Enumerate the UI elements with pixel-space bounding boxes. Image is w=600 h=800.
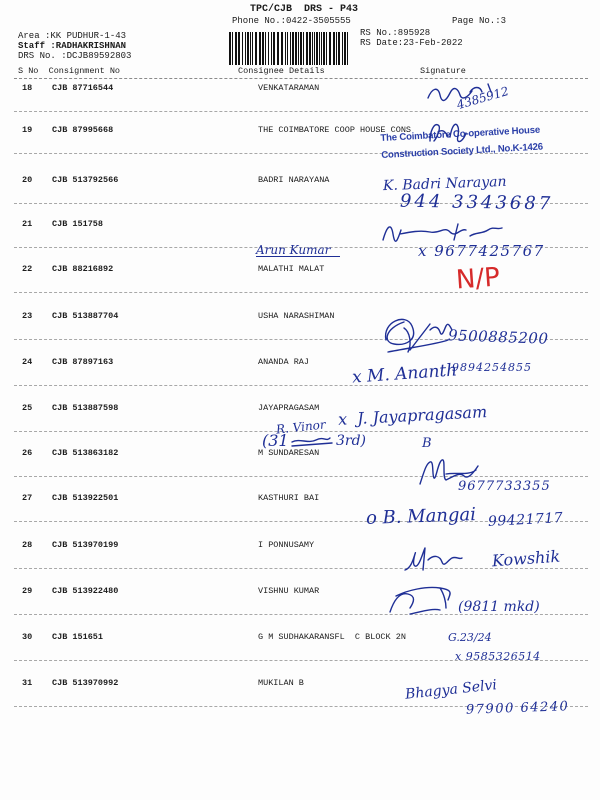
- row-sno: 22: [22, 264, 33, 274]
- barcode-bar: [314, 32, 315, 65]
- drs-number: DRS No. :DCJB89592803: [18, 51, 132, 61]
- barcode-bar: [271, 32, 272, 65]
- consignment-row: [0, 679, 600, 691]
- page-number: Page No.:3: [452, 16, 507, 26]
- row-consignee: MALATHI MALAT: [258, 264, 325, 274]
- barcode-bar: [312, 32, 313, 65]
- barcode-bar: [287, 32, 288, 65]
- barcode-bar: [252, 32, 253, 65]
- barcode-bar: [229, 32, 231, 65]
- row-consignee: BADRI NARAYANA: [258, 175, 330, 185]
- row-sno: 29: [22, 586, 33, 596]
- handwritten-note-row-29: (9811 mkd): [458, 599, 540, 615]
- row-consignee: VENKATARAMAN: [258, 83, 320, 93]
- row-sno: 27: [22, 493, 33, 503]
- barcode-bar: [265, 32, 266, 65]
- row-consignment-no: CJB 513922501: [52, 493, 119, 503]
- consignment-row: [0, 449, 600, 461]
- rs-number: RS No.:895928: [360, 28, 431, 38]
- consignment-row: [0, 587, 600, 599]
- row-consignment-no: CJB 513970199: [52, 540, 119, 550]
- consignment-row: [0, 265, 600, 277]
- barcode-bar: [255, 32, 257, 65]
- area-label: Area :KK PUDHUR-1-43: [18, 31, 127, 41]
- handwritten-note-row-22: N/P: [455, 262, 501, 296]
- consignment-row: [0, 220, 600, 232]
- handwritten-phone-row-26: 9677733355: [458, 479, 551, 494]
- row-consignment-no: CJB 513792566: [52, 175, 119, 185]
- row-consignment-no: CJB 151758: [52, 219, 104, 229]
- barcode-bar: [250, 32, 251, 65]
- barcode-bar: [290, 32, 291, 65]
- row-sno: 19: [22, 125, 33, 135]
- handwritten-name-row-24: x M. Ananth: [351, 360, 458, 388]
- handwritten-phone-row-23: 9500885200: [447, 326, 549, 348]
- row-sno: 31: [22, 678, 33, 688]
- handwritten-address-b-row-25: 3rd): [336, 433, 367, 449]
- row-divider: [14, 385, 588, 386]
- consignment-row: [0, 494, 600, 506]
- barcode-bar: [245, 32, 246, 65]
- consignment-row: [0, 176, 600, 188]
- stamp-line-2: Construction Society Ltd., No.K-1426: [381, 141, 544, 161]
- barcode-bar: [262, 32, 264, 65]
- barcode-bar: [344, 32, 346, 65]
- barcode-bar: [281, 32, 283, 65]
- barcode-bar: [338, 32, 340, 65]
- column-header-sno-consignment: S No Consignment No: [18, 66, 121, 76]
- row-sno: 30: [22, 632, 33, 642]
- barcode-bar: [303, 32, 304, 65]
- handwritten-left-row-25: R. Vinor: [275, 417, 327, 437]
- row-consignee: VISHNU KUMAR: [258, 586, 320, 596]
- barcode-bar: [292, 32, 294, 65]
- barcode-bar: [300, 32, 302, 65]
- handwritten-phone-row-30: x 9585326514: [455, 650, 541, 663]
- row-sno: 28: [22, 540, 33, 550]
- consignment-row: [0, 633, 600, 645]
- handwritten-phone-row-20: 944 3343687: [399, 190, 554, 215]
- barcode-bar: [277, 32, 279, 65]
- row-consignee: USHA NARASHIMAN: [258, 311, 335, 321]
- barcode-bar: [333, 32, 335, 65]
- signature-row-23: [386, 319, 452, 352]
- consignment-row: [0, 404, 600, 416]
- phone-number: Phone No.:0422-3505555: [232, 16, 351, 26]
- row-consignment-no: CJB 513887704: [52, 311, 119, 321]
- society-stamp: [380, 122, 543, 164]
- barcode-bar: [242, 32, 243, 65]
- handwritten-flat-row-30: G.23/24: [448, 631, 492, 644]
- row-consignment-no: CJB 151651: [52, 632, 104, 642]
- handwritten-phone-row-31: 97900 64240: [465, 699, 570, 718]
- barcode-bar: [259, 32, 261, 65]
- sheet-title: TPC/CJB DRS - P43: [250, 4, 359, 15]
- row-consignee: MUKILAN B: [258, 678, 304, 688]
- row-consignment-no: CJB 513922480: [52, 586, 119, 596]
- row-consignment-no: CJB 87897163: [52, 357, 114, 367]
- row-consignment-no: CJB 87716544: [52, 83, 114, 93]
- handwritten-name-row-28: Kowshik: [491, 546, 561, 571]
- row-sno: 20: [22, 175, 33, 185]
- column-header-consignee: Consignee Details: [238, 66, 325, 76]
- handwritten-name-row-21: Arun Kumar: [256, 244, 340, 257]
- barcode-bar: [326, 32, 327, 65]
- row-sno: 23: [22, 311, 33, 321]
- row-consignment-no: CJB 513970992: [52, 678, 119, 688]
- row-divider: [14, 111, 588, 112]
- row-sno: 26: [22, 448, 33, 458]
- row-divider: [14, 476, 588, 477]
- handwritten-address-a-row-25: (31: [262, 431, 289, 450]
- barcode-bar: [268, 32, 269, 65]
- barcode-bar: [347, 32, 348, 65]
- stamp-line-1: The Coimbatore Co-operative House: [380, 124, 541, 144]
- staff-label: Staff :RADHAKRISHNAN: [18, 41, 127, 51]
- barcode-bar: [329, 32, 331, 65]
- barcode-bar: [336, 32, 337, 65]
- barcode-bar: [298, 32, 299, 65]
- row-consignment-no: CJB 513887598: [52, 403, 119, 413]
- row-sno: 18: [22, 83, 33, 93]
- rs-date: RS Date:23-Feb-2022: [360, 38, 463, 48]
- barcode-bar: [232, 32, 233, 65]
- barcode-bar: [285, 32, 286, 65]
- barcode-bar: [321, 32, 322, 65]
- barcode-bar: [238, 32, 240, 65]
- barcode-bar: [295, 32, 297, 65]
- barcode-bar: [342, 32, 343, 65]
- row-consignee: M SUNDARESAN: [258, 448, 320, 458]
- row-sno: 24: [22, 357, 33, 367]
- handwritten-phone-row-24: 9894254855: [452, 361, 532, 374]
- row-consignee: ANANDA RAJ: [258, 357, 310, 367]
- barcode-bar: [235, 32, 237, 65]
- barcode-bar: [316, 32, 318, 65]
- row-consignee: JAYAPRAGASAM: [258, 403, 320, 413]
- barcode-bar: [306, 32, 308, 65]
- row-consignment-no: CJB 88216892: [52, 264, 114, 274]
- header-divider: [14, 78, 588, 79]
- signature-row-25-strike: [292, 438, 332, 446]
- handwritten-phone-row-21: x 9677425767: [418, 242, 545, 260]
- row-sno: 25: [22, 403, 33, 413]
- row-consignee: THE COIMBATORE COOP HOUSE CONS: [258, 125, 412, 135]
- row-consignee: G M SUDHAKARANSFL C BLOCK 2N: [258, 632, 406, 642]
- handwritten-name-row-20: K. Badri Narayan: [382, 173, 507, 195]
- handwritten-name-row-27: o B. Mangai: [365, 504, 477, 529]
- barcode-bar: [323, 32, 325, 65]
- consignment-row: [0, 312, 600, 324]
- handwritten-phone-row-27: 99421717: [487, 510, 564, 530]
- column-header-signature: Signature: [420, 66, 466, 76]
- barcode-bar: [309, 32, 311, 65]
- handwritten-name-row-31: Bhagya Selvi: [404, 677, 498, 703]
- row-consignment-no: CJB 87995668: [52, 125, 114, 135]
- row-sno: 21: [22, 219, 33, 229]
- barcode-bar: [247, 32, 249, 65]
- row-divider: [14, 292, 588, 293]
- consignment-row: [0, 84, 600, 96]
- barcode-bar: [319, 32, 320, 65]
- row-consignee: KASTHURI BAI: [258, 493, 320, 503]
- barcode: [228, 32, 352, 65]
- handwritten-name-row-25: x J. Jayapragasam: [337, 402, 488, 429]
- row-consignment-no: CJB 513863182: [52, 448, 119, 458]
- row-consignee: I PONNUSAMY: [258, 540, 315, 550]
- barcode-bar: [273, 32, 275, 65]
- handwritten-mark-row-25: B: [422, 436, 432, 451]
- handwritten-phone-row-18: 4385912: [455, 83, 511, 113]
